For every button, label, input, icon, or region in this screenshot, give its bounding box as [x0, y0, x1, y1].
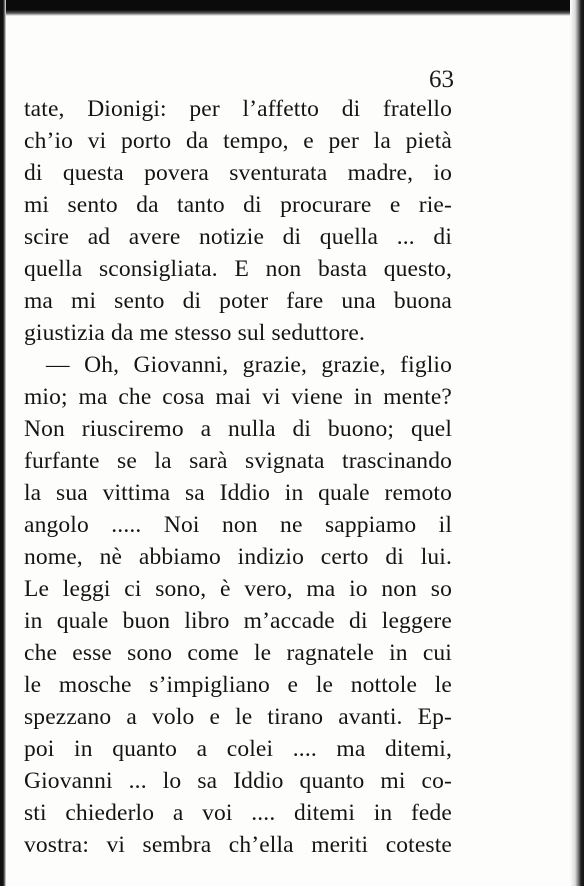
text-line: Non riusciremo a nulla di buono; quel [24, 416, 452, 442]
text-line: giustizia da me stesso sul seduttore. [24, 320, 366, 346]
text-line: quella sconsigliata. E non basta questo, [24, 256, 452, 282]
text-line: spezzano a volo e le tirano avanti. Ep- [24, 704, 452, 730]
text-line: mio; ma che cosa mai vi viene in mente? [24, 384, 452, 410]
text-line: angolo ..... Noi non ne sappiamo il [24, 512, 452, 538]
text-line: mi sento da tanto di procurare e rie- [24, 192, 452, 218]
text-line: Giovanni ... lo sa Iddio quanto mi co- [24, 768, 452, 794]
page-right-shadow [570, 0, 584, 886]
text-line: sti chiederlo a voi .... ditemi in fede [24, 800, 452, 826]
text-line: vostra: vi sembra ch’ella meriti coteste [24, 832, 452, 858]
text-line: tate, Dionigi: per l’affetto di fratello [24, 96, 452, 122]
text-line: in quale buon libro m’accade di leggere [24, 608, 452, 634]
text-line: di questa povera sventurata madre, io [24, 160, 452, 186]
text-line: la sua vittima sa Iddio in quale remoto [24, 480, 452, 506]
page-top-shadow [0, 0, 584, 16]
text-line: ma mi sento di poter fare una buona [24, 288, 452, 314]
text-line: che esse sono come le ragnatele in cui [24, 640, 452, 666]
text-line: ch’io vi porto da tempo, e per la pietà [24, 128, 452, 154]
text-line: furfante se la sarà svignata trascinando [24, 448, 452, 474]
text-line: Le leggi ci sono, è vero, ma io non so [24, 576, 452, 602]
text-line: — Oh, Giovanni, grazie, grazie, figlio [46, 352, 452, 378]
page-left-shadow [0, 0, 6, 886]
text-line: le mosche s’impigliano e le nottole le [24, 672, 452, 698]
text-line: poi in quanto a colei .... ma ditemi, [24, 736, 452, 762]
body-text [24, 93, 452, 861]
page-number: 63 [429, 66, 454, 93]
text-line: nome, nè abbiamo indizio certo di lui. [24, 544, 452, 570]
text-line: scire ad avere notizie di quella ... di [24, 224, 452, 250]
